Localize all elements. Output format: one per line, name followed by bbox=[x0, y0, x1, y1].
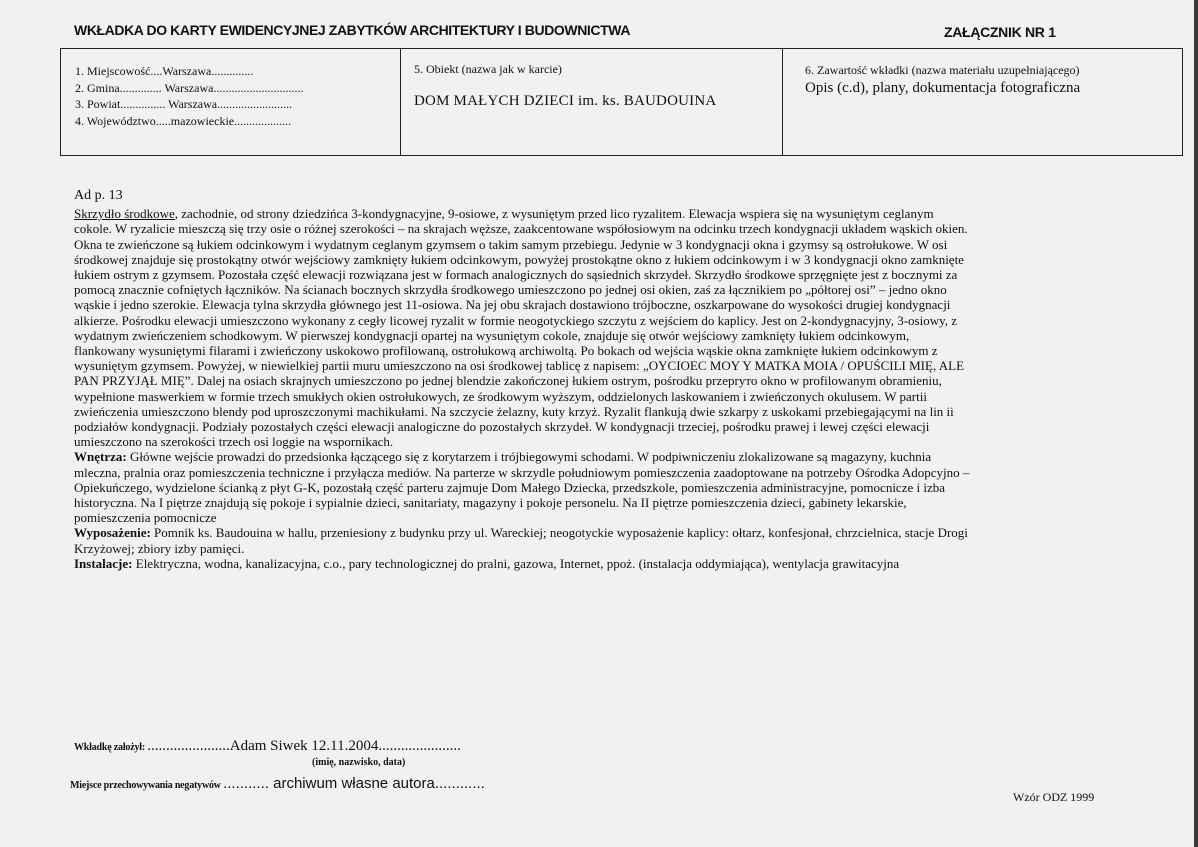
location-line: 4. Województwo.....mazowieckie................... bbox=[75, 113, 292, 128]
column-divider bbox=[400, 49, 401, 155]
text-span: Pomnik ks. Baudouina w hallu, przeniesiony z budynku przy ul. Wareckiej; neogotyckie wyposażenie kaplicy: ołtarz, konfesjonał, chrzcielnica, stacje Drogi bbox=[150, 525, 968, 541]
paragraph-line: podziałów kondygnacji. Podziały pozostałych części elewacji analogiczne do pozostałych skrzydeł. W kondygnacji trzeciej, pośrodku prawej i lewej części elewacji bbox=[74, 419, 930, 435]
form-model-label: Wzór ODZ 1999 bbox=[1013, 790, 1095, 804]
location-column bbox=[75, 63, 303, 129]
paragraph-line: Krzyżowej; zbiory izby pamięci. bbox=[74, 540, 245, 556]
paragraph-line: PAN PRZYJĄŁ MIĘ”. Dalej na osiach skrajnych umieszczono po jednej blendzie zakończonej łukiem ostrym, pośrodku przeprуто okno w profilowanym obramieniu, bbox=[74, 373, 942, 389]
paragraph-line: pomocą znacznie cofniętych łączników. Na ścianach bocznych skrzydła środkowego umieszczono po jednej osi okien, zaś za łącznikiem po „półtorej osi” – jedno okno bbox=[74, 282, 947, 298]
created-by-value: ......................Adam Siwek 12.11.2004...................... bbox=[147, 738, 461, 754]
created-by-hint: (imię, nazwisko, data) bbox=[312, 757, 406, 768]
storage-value: ........... archiwum własne autora............ bbox=[223, 775, 485, 792]
paragraph-line: cokole. W ryzalicie mieszczą się trzy osie o różnej szerokości – na skrajach węższe, zaakcentowane współosiowym na odcinku trzech kondygnacji układem wąskich okien. bbox=[74, 221, 968, 237]
storage-label: Miejsce przechowywania negatywów bbox=[70, 780, 224, 791]
contents-value: Opis (c.d), plany, dokumentacja fotograficzna bbox=[805, 80, 1081, 96]
location-line: 3. Powiat............... Warszawa......................... bbox=[75, 97, 293, 111]
equipment-heading: Wyposażenie: bbox=[74, 525, 151, 541]
description-body bbox=[74, 188, 1134, 571]
scan-edge bbox=[1194, 0, 1198, 847]
paragraph-line: wydatnym zwieńczeniem schodkowym. W pierwszej kondygnacji opartej na wysuniętym cokole, znajduje się otwór wejściowy zamknięty łukiem odcinkowym, bbox=[74, 327, 910, 343]
contents-column bbox=[805, 63, 1080, 97]
paragraph-line: alkierze. Pośrodku elewacji umieszczono wykonany z cegły licowej ryzalit w formie neogotyckiego szczytu z wejściem do kaplicy. Jest on 2-kondygnacyjny, 3-osiowy, z bbox=[74, 312, 958, 328]
paragraph-line: Okna te zwieńczone są łukiem odcinkowym i wydatnym ceglanym gzymsem o takim samym przebiegu. Jedynie w 3 kondygnacji okna i gzymsy są ostrołukowe. W osi bbox=[74, 236, 948, 252]
paragraph-line: środkowej znajduje się prostokątny otwór wejściowy zamknięty łukiem odcinkowym, powyżej prostokątne okno z łukiem odcinkowym i w 3 kondygnacji okno zamknięte bbox=[74, 251, 964, 267]
text-span: Główne wejście prowadzi do przedsionka łączącego się z korytarzem i trójbiegowymi schodami. W podpiwniczeniu zlokalizowane są magazyny, kuchnia bbox=[126, 449, 932, 465]
paragraph-line bbox=[74, 449, 1134, 464]
storage-line bbox=[70, 775, 485, 793]
object-name: DOM MAŁYCH DZIECI im. ks. BAUDOUINA bbox=[414, 93, 717, 109]
created-by-line bbox=[74, 738, 461, 755]
text-span: Elektryczna, wodna, kanalizacyjna, c.o., pary technologicznej do pralni, gazowa, Internet, ppoż. (instalacja oddymiająca), wentylacja grawitacyjna bbox=[132, 555, 900, 571]
paragraph-line: zwieńczenia umieszczono blendy pod uproszczonymi machikułami. Na szczycie żelazny, kuty krzyż. Ryzalit flankują dwie szkarpy z uskokami przebiegającymi na lin ii bbox=[74, 403, 954, 419]
location-line: 1. Miejscowość....Warszawa.............. bbox=[75, 64, 254, 78]
installations-heading: Instalacje: bbox=[74, 555, 133, 571]
paragraph-line: Opiekuńczego, wydzielone ścianką z płyt G-K, pozostałą część parteru zajmuje Dom Małego Dziecka, przedszkole, pomieszczenia administracyjne, pomocnicze i izba bbox=[74, 479, 945, 495]
paragraph-line: wysuniętym gzymsem. Powyżej, w niewielkiej partii muru umieszczono na osi środkowej tablicę z napisem: „OYCIOEC MOY Y MATKA MOIA / OPUŚCILI MIĘ, ALE bbox=[74, 358, 965, 374]
object-label: 5. Obiekt (nazwa jak w karcie) bbox=[414, 62, 562, 76]
paragraph-line: wypełnione maswerkiem w formie trzech smukłych okien ostrołukowych, ze środkowym wyższym, oddzielonych laskowaniem i zwieńczonych okulusem. W partii bbox=[74, 388, 927, 404]
paragraph-line: pomieszczenia pomocnicze bbox=[74, 510, 217, 526]
column-divider bbox=[782, 49, 783, 155]
section-ref: Ad p. 13 bbox=[74, 188, 123, 203]
paragraph-line bbox=[74, 206, 1134, 221]
interior-heading: Wnętrza: bbox=[74, 449, 127, 465]
created-by-label: Wkładkę założył: bbox=[74, 742, 148, 753]
attachment-label: ZAŁĄCZNIK NR 1 bbox=[944, 24, 1056, 40]
paragraph-line: wąskie i jedno szerokie. Elewacja tylna skrzydła głównego jest 11-osiowa. Na jej obu skrajach dostawiono trójboczne, oszkarpowane do wysokości drugiej kondygnacji bbox=[74, 297, 951, 313]
contents-label: 6. Zawartość wkładki (nazwa materiału uzupełniającego) bbox=[805, 63, 1080, 77]
paragraph-line bbox=[74, 556, 1134, 571]
object-column bbox=[414, 62, 716, 110]
form-title: WKŁADKA DO KARTY EWIDENCYJNEJ ZABYTKÓW ARCHITEKTURY I BUDOWNICTWA bbox=[74, 22, 631, 38]
paragraph-line: łukiem ostrym z gzymsem. Pozostała część elewacji rozwiązana jest w formach analogicznych do sąsiednich skrzydeł. Skrzydło środkowe sprzęgnięte jest z bocznymi za bbox=[74, 267, 958, 283]
paragraph-line bbox=[74, 525, 1134, 540]
paragraph-line: historyczna. Na I piętrze znajdują się pokoje i sypialnie dzieci, sanitariaty, magazyny i pokoje personelu. Na II piętrze pomieszczenia dzieci, gabinety lekarskie, bbox=[74, 495, 907, 511]
paragraph-line: umieszczono na szerokości trzech osi loggie na wspornikach. bbox=[74, 434, 394, 450]
text-span: , zachodnie, od strony dziedzińca 3-kondygnacyjne, 9-osiowe, z wysuniętym przed lico ryzalitem. Elewacja wspiera się na wysuniętym ceglanym bbox=[174, 206, 934, 222]
wing-heading: Skrzydło środkowe bbox=[74, 206, 175, 222]
paragraph-line: mleczna, pralnia oraz pomieszczenia techniczne i przyłącza mediów. Na parterze w skrzydle południowym pomieszczenia zaadoptowane na potrzeby Ośrodka Adopcyjno – bbox=[74, 464, 970, 480]
paragraph-line: flankowany wysuniętymi filarami i zwieńczony uskokowo profilowaną, ostrołukową archiwoltą. Po bokach od wejścia wąskie okna zamknięte łukiem odcinkowym z bbox=[74, 343, 938, 359]
location-line: 2. Gmina.............. Warszawa.............................. bbox=[75, 80, 304, 95]
info-box bbox=[60, 48, 1183, 156]
